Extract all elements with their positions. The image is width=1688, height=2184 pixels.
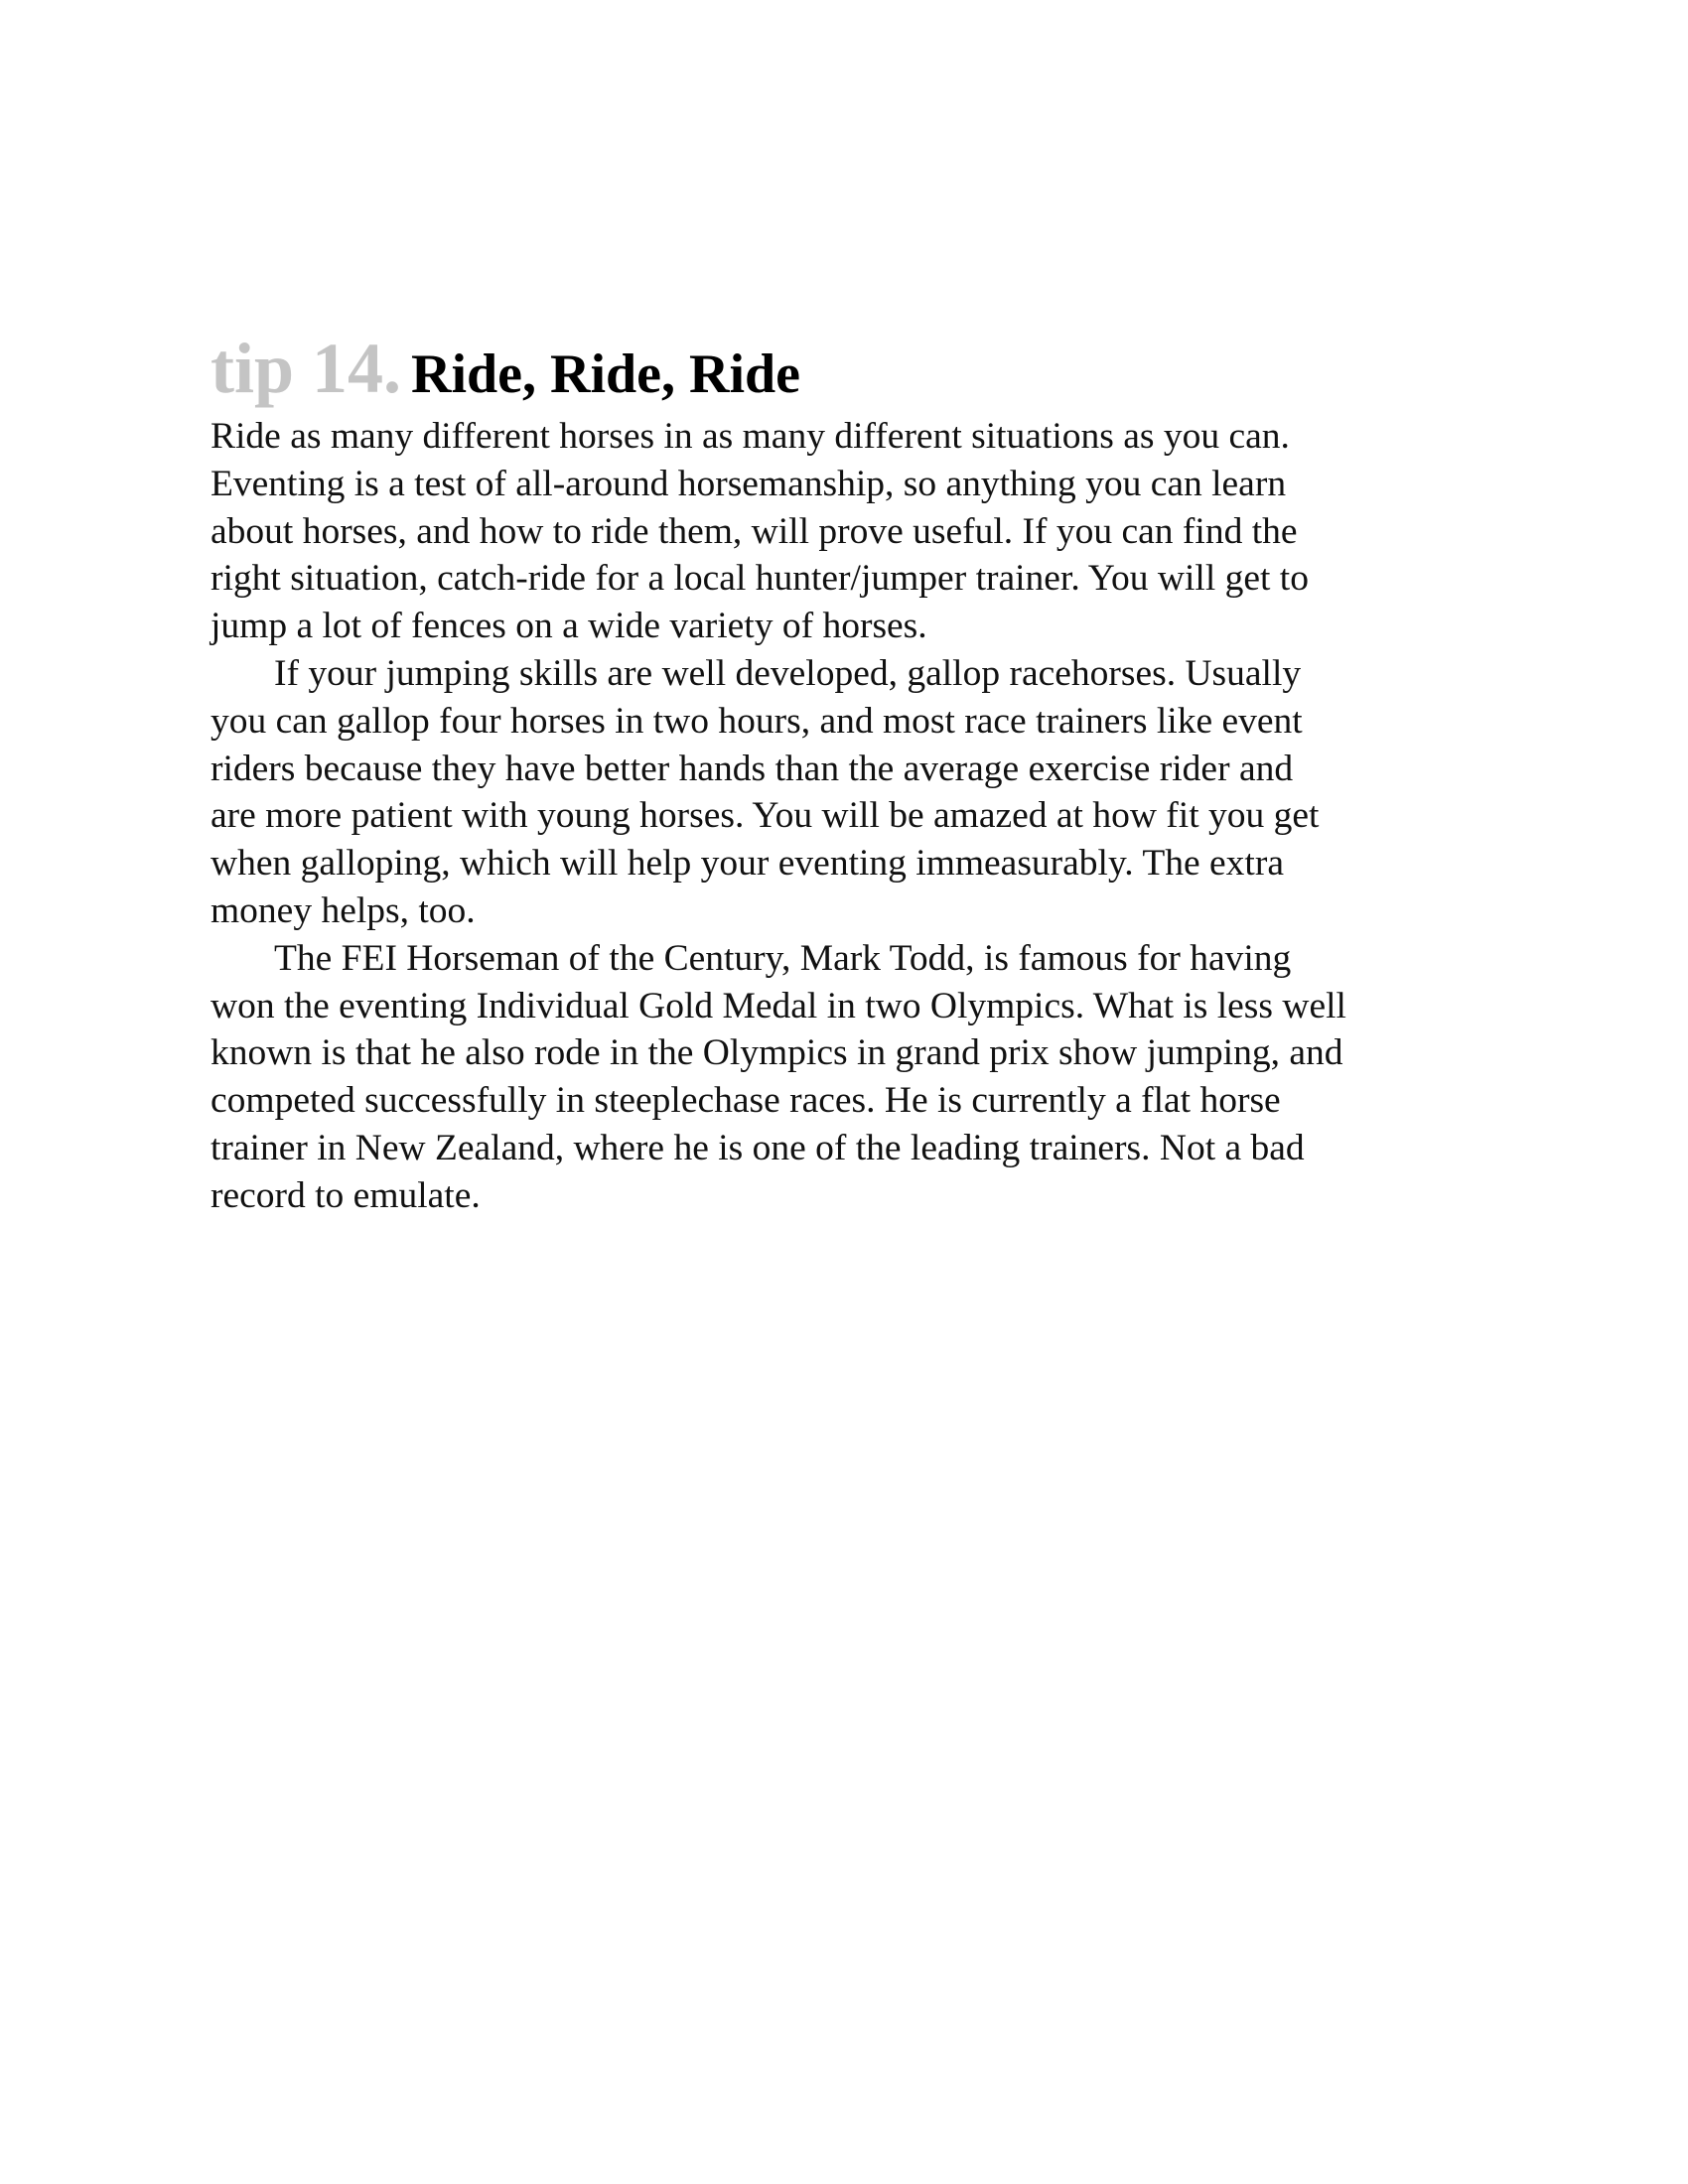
text-line: riders because they have better hands than the average exercise rider and [211,748,1294,789]
text-line: right situation, catch-ride for a local hunter/jumper trainer. You will get to [211,558,1309,600]
tip-title: Ride, Ride, Ride [411,343,801,405]
paragraph-3 [211,935,1521,1220]
paragraph-1 [211,413,1521,650]
paragraph-2 [211,650,1521,935]
tip-number-label: tip 14. [211,329,402,408]
text-line: record to emulate. [211,1174,481,1216]
tip-heading [211,328,1521,409]
text-line: competed successfully in steeplechase races. He is currently a flat horse [211,1080,1281,1122]
text-line: money helps, too. [211,889,476,931]
text-line: when galloping, which will help your eventing immeasurably. The extra [211,843,1284,885]
text-line: Eventing is a test of all-around horsemanship, so anything you can learn [211,463,1287,504]
text-line: trainer in New Zealand, where he is one of the leading trainers. Not a bad [211,1127,1305,1168]
text-line: are more patient with young horses. You will be amazed at how fit you get [211,795,1320,837]
text-line: The FEI Horseman of the Century, Mark Todd, is famous for having [274,937,1292,979]
page-content [211,328,1521,1220]
text-line: you can gallop four horses in two hours, and most race trainers like event [211,700,1303,742]
text-line: Ride as many different horses in as many different situations as you can. [211,416,1290,457]
text-line: known is that he also rode in the Olympics in grand prix show jumping, and [211,1032,1343,1074]
text-line: won the eventing Individual Gold Medal in two Olympics. What is less well [211,985,1346,1026]
text-line: about horses, and how to ride them, will prove useful. If you can find the [211,510,1298,552]
text-line: If your jumping skills are well developed, gallop racehorses. Usually [274,652,1302,694]
text-line: jump a lot of fences on a wide variety of horses. [211,606,927,647]
